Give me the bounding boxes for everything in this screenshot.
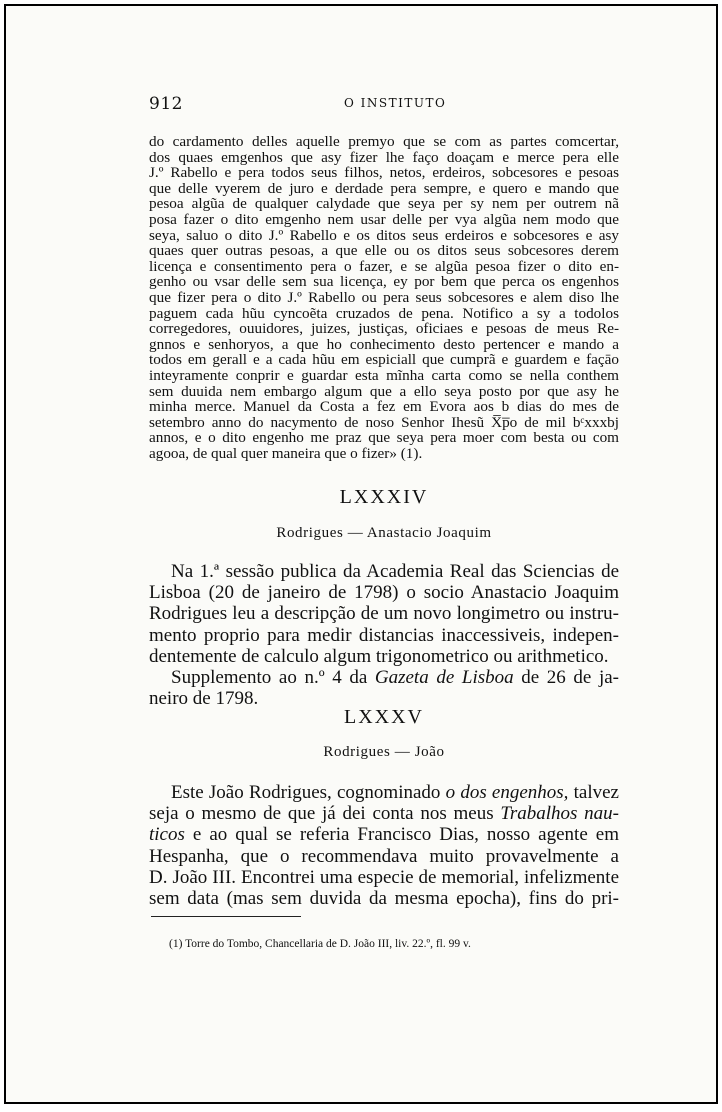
page-number: 912 (149, 94, 183, 114)
section-text-lxxxiv (149, 561, 619, 709)
text-line: neiro de 1798. (149, 688, 259, 710)
text-line (149, 782, 619, 803)
text-fragment: talvez (568, 782, 619, 803)
document-page (4, 4, 718, 1104)
text-line: Na 1.ª sessão publica da Academia Real das Sciencias de (171, 561, 619, 582)
section-heading-lxxxiv: Rodrigues — Anastacio Joaquim (276, 525, 492, 541)
text-line: annos, e o dito engenho me praz que seya pera moer com besta ou com (149, 429, 619, 447)
text-line: mento proprio para medir distancias inaccessiveis, indepen- (149, 624, 619, 646)
text-line: Lisboa (20 de janeiro de 1798) o socio Anastacio Joaquim (149, 582, 619, 604)
text-line: do cardamento delles aquelle premyo que se com as partes comcertar, (149, 133, 619, 150)
text-line: sem duuida nem embargo algum que a ello seya posto por que asy he (149, 382, 619, 400)
text-line: pesoa algũa de qualquer calydade que seya per sy nem per outrem nã (149, 195, 619, 213)
gazette-title: Gazeta de Lisboa (374, 667, 514, 689)
text-line (149, 803, 619, 824)
section-number-lxxxiv: LXXXIV (339, 486, 429, 508)
text-line: que delle vyerem de juro e derdade pera sempre, e quero e mando que (149, 179, 619, 197)
text-line: gnnos e senhoryos, a que ho conhecimento desto pertencer e mando a (149, 335, 619, 353)
text-line: minha merce. Manuel da Costa a fez em Evora aos b dias do mes de (149, 398, 619, 416)
text-line: paguem cada hũu cyncoẽta cruzados de pena. Notifico a sy a todolos (149, 304, 619, 322)
text-line: sem data (mas sem duvida da mesma epocha), fins do pri- (149, 888, 619, 910)
supplement-suffix: de 26 de ja- (513, 667, 620, 689)
text-line: inteyramente conprir e guardar esta mĩnha carta como se nella conthem (149, 366, 619, 384)
footnote: (1) Torre do Tombo, Chancellaria de D. João III, liv. 22.º, fl. 99 v. (169, 938, 471, 950)
text-line: todos em gerall e a cada hũu em espiciall que cumprã e guardem e façāo (149, 351, 619, 369)
text-fragment: e ao qual se referia Francisco Dias, nosso agente em (184, 824, 619, 846)
running-title: O INSTITUTO (344, 96, 447, 110)
text-fragment: Este João Rodrigues, cognominado (171, 782, 446, 803)
footnote-divider (151, 916, 301, 917)
text-line: D. João III. Encontrei uma especie de memorial, infelizmente (149, 866, 619, 888)
supplement-line (149, 667, 619, 688)
text-line: setembro anno do nacymento de noso Senhor Ihesũ X̅p̅o de mil bᶜxxxbj (149, 413, 619, 431)
charter-text (149, 134, 619, 461)
section-text-lxxxv (149, 782, 619, 909)
text-line: Hespanha, que o recommendava muito provavelmente a (149, 845, 619, 867)
text-fragment: seja o mesmo de que já dei conta nos meus (149, 803, 501, 825)
nickname: o dos engenhos, (445, 782, 569, 803)
text-line: Rodrigues leu a descripção de um novo longimetro ou instru- (149, 603, 619, 625)
book-title: Trabalhos nau- (500, 803, 620, 825)
text-line: genho ou vsar delle sem sua licença, ey por bem que perca os engenhos (149, 273, 619, 291)
text-line: dentemente de calculo algum trigonometrico ou arithmetico. (149, 645, 609, 667)
text-line: corregedores, ouuidores, juizes, justiças, oficiaes e pesoas de meus Re- (149, 320, 619, 338)
text-line: licença e consentimento pera o fazer, e se algũa pesoa fizer o dito en- (149, 257, 619, 275)
text-line: quaes quer outras pesoas, a que elle ou os ditos seus sobcesores derem (149, 242, 619, 260)
text-line (149, 824, 619, 845)
text-line: J.º Rabello e pera todos seus filhos, netos, erdeiros, sobcesores e pesoas (149, 164, 619, 182)
text-line: posa fazer o dito emgenho nem usar delle per vya algũa nem modo que (149, 210, 619, 228)
book-title-cont: ticos (149, 824, 185, 846)
supplement-prefix: Supplemento ao n.º 4 da (171, 667, 375, 689)
section-heading-lxxxv: Rodrigues — João (323, 744, 445, 760)
text-line: dos quaes emgenhos que asy fizer lhe faço doaçam e merce pera elle (149, 148, 619, 166)
text-line: agooa, de qual quer maneira que o fizer» (1). (149, 444, 423, 462)
text-line: que fizer pera o dito J.º Rabello ou pera seus sobcesores e alem diso lhe (149, 288, 619, 306)
section-number-lxxxv: LXXXV (344, 706, 424, 728)
page-header (149, 94, 619, 114)
text-line: seya, saluo o dito J.º Rabello e os ditos seus erdeiros e sobcesores e asy (149, 226, 619, 244)
